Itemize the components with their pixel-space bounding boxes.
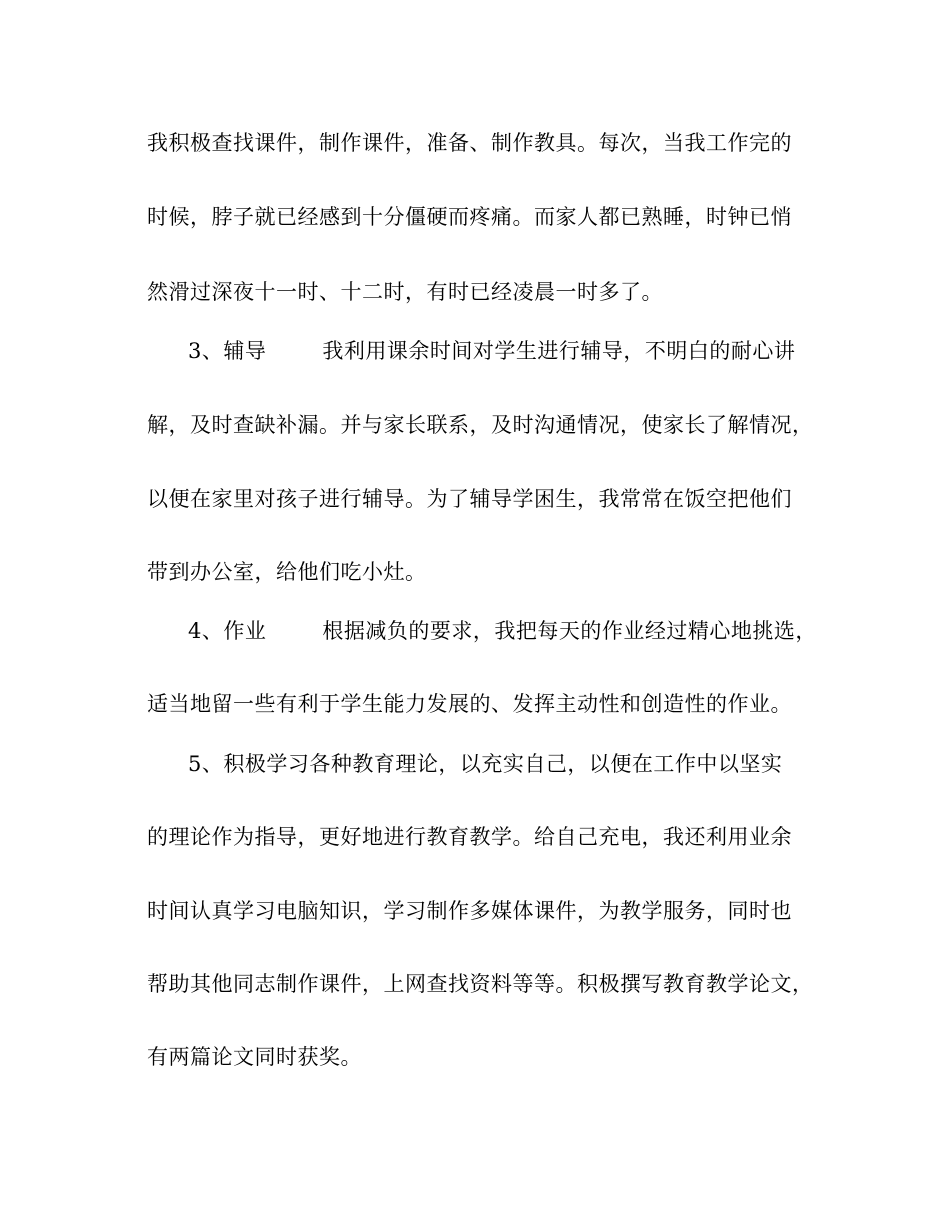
section-4-label: 4、作业 — [188, 619, 267, 643]
paragraph-line: 我积极查找课件，制作课件，准备、制作教具。每次，当我工作完的 — [147, 131, 792, 155]
paragraph-line: 适当地留一些有利于学生能力发展的、发挥主动性和创造性的作业。 — [147, 692, 792, 716]
paragraph-line: 有两篇论文同时获奖。 — [147, 1045, 362, 1069]
section-3-text: 我利用课余时间对学生进行辅导，不明白的耐心讲 — [322, 339, 796, 363]
section-4-line — [188, 617, 817, 645]
paragraph-line: 的理论作为指导，更好地进行教育教学。给自己充电，我还利用业余 — [147, 825, 792, 849]
paragraph-line: 时候，脖子就已经感到十分僵硬而疼痛。而家人都已熟睡，时钟已悄 — [147, 205, 792, 229]
paragraph-line: 解，及时查缺补漏。并与家长联系，及时沟通情况，使家长了解情况， — [147, 413, 814, 437]
paragraph-line: 时间认真学习电脑知识，学习制作多媒体课件，为教学服务，同时也 — [147, 899, 792, 923]
paragraph-line: 带到办公室，给他们吃小灶。 — [147, 560, 427, 584]
section-5-line: 5、积极学习各种教育理论，以充实自己，以便在工作中以坚实 — [188, 752, 783, 776]
section-3-line — [188, 337, 795, 365]
paragraph-line: 以便在家里对孩子进行辅导。为了辅导学困生，我常常在饭空把他们 — [147, 487, 792, 511]
section-4-text: 根据减负的要求，我把每天的作业经过精心地挑选， — [322, 619, 817, 643]
paragraph-line: 帮助其他同志制作课件，上网查找资料等等。积极撰写教育教学论文， — [147, 972, 814, 996]
paragraph-line: 然滑过深夜十一时、十二时，有时已经凌晨一时多了。 — [147, 280, 663, 304]
section-3-label: 3、辅导 — [188, 339, 267, 363]
